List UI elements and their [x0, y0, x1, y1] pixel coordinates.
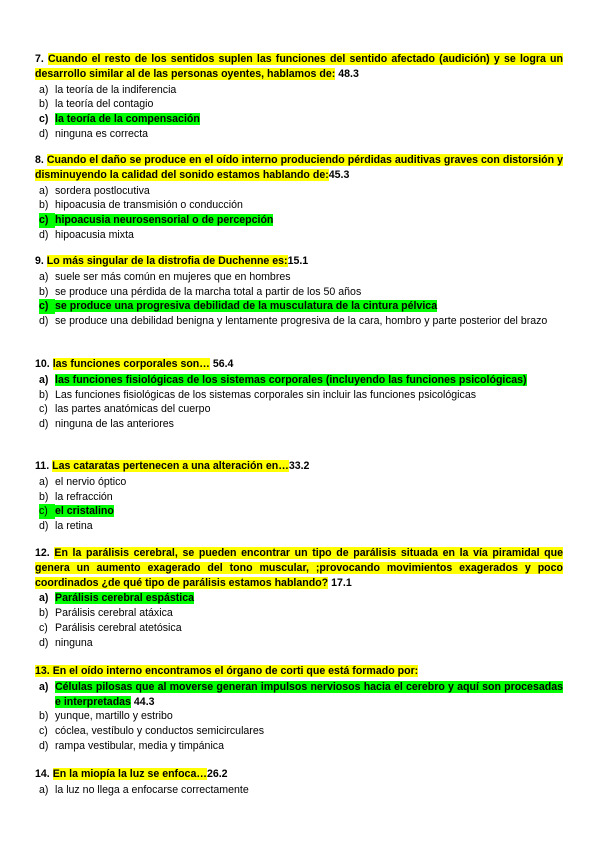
question-13 [35, 664, 563, 754]
option-letter: b) [39, 388, 49, 401]
option-b [35, 388, 563, 403]
question-stem: Cuando el daño se produce en el oído interno produciendo pérdidas auditivas graves con distorsión y disminuyendo la calidad del sonido estamos hablando de: [35, 154, 563, 181]
question-9 [35, 254, 563, 329]
option-letter: d) [39, 636, 49, 649]
option-letter: a) [39, 680, 49, 693]
option-letter: a) [39, 83, 49, 96]
option-list [35, 83, 563, 142]
option-c [35, 724, 563, 739]
question-stem: En la parálisis cerebral, se pueden encontrar un tipo de parálisis situada en la vía piramidal que genera un aumento exagerado del tono muscular, ;provocando movimientos exagerados y poco coordinados ¿de qué tipo de parálisis estamos hablando? [35, 547, 563, 589]
option-list [35, 184, 563, 243]
question-stem: Cuando el resto de los sentidos suplen las funciones del sentido afectado (audición) y se logra un desarrollo similar al de las personas oyentes, hablamos de: [35, 53, 563, 80]
option-list [35, 591, 563, 650]
option-letter: b) [39, 199, 49, 212]
option-text: Parálisis cerebral espástica [55, 592, 194, 605]
question-number: 12. [35, 547, 50, 559]
option-text: la teoría de la compensación [55, 113, 200, 126]
option-a [35, 83, 563, 98]
option-letter: b) [39, 285, 49, 298]
question-score: 26.2 [206, 768, 228, 780]
option-letter: a) [39, 475, 49, 488]
option-text: se produce una progresiva debilidad de la musculatura de la cintura pélvica [55, 300, 438, 313]
option-letter: c) [39, 113, 49, 126]
option-text: la refracción [55, 490, 113, 503]
option-text: ninguna es correcta [55, 127, 149, 140]
option-letter: b) [39, 607, 49, 620]
question-text [35, 664, 563, 679]
option-letter: d) [39, 228, 49, 241]
option-list [35, 270, 563, 329]
question-score: 15.1 [287, 255, 309, 267]
question-stem: Las cataratas pertenecen a una alteración en… [52, 460, 289, 472]
question-number: 13. [35, 665, 50, 677]
option-c-correct [35, 112, 563, 127]
option-letter: a) [39, 270, 49, 283]
option-c-correct [35, 299, 563, 314]
option-letter: d) [39, 739, 49, 752]
option-text: yunque, martillo y estribo [55, 710, 173, 723]
option-d [35, 314, 563, 329]
question-score: 33.2 [288, 460, 310, 472]
option-c-correct [35, 213, 563, 228]
option-text: suele ser más común en mujeres que en hombres [55, 270, 291, 283]
option-letter: c) [39, 403, 48, 416]
option-b [35, 709, 563, 724]
option-text: se produce una debilidad benigna y lentamente progresiva de la cara, hombro y parte posterior del brazo [55, 315, 548, 328]
option-text: sordera postlocutiva [55, 184, 150, 197]
option-text: las partes anatómicas del cuerpo [55, 403, 211, 416]
question-7 [35, 52, 563, 142]
option-text: la luz no llega a enfocarse correctamente [55, 783, 249, 796]
option-text: Parálisis cerebral atetósica [55, 621, 182, 634]
option-text: Las funciones fisiológicas de los sistemas corporales sin incluir las funciones psicológicas [55, 388, 477, 401]
option-a [35, 184, 563, 199]
option-letter: b) [39, 98, 49, 111]
option-letter: d) [39, 127, 49, 140]
option-a-correct [35, 373, 563, 388]
option-letter: c) [39, 299, 55, 314]
option-letter: d) [39, 418, 49, 431]
question-score: 45.3 [328, 168, 350, 181]
question-text [35, 767, 563, 782]
option-text: la teoría del contagio [55, 98, 154, 111]
question-number: 14. [35, 768, 50, 780]
question-text [35, 254, 563, 269]
option-b [35, 606, 563, 621]
option-letter: b) [39, 710, 49, 723]
option-text: el cristalino [55, 505, 114, 518]
question-12 [35, 546, 563, 651]
option-text: se produce una pérdida de la marcha total a partir de los 50 años [55, 285, 362, 298]
option-text: rampa vestibular, media y timpánica [55, 739, 224, 752]
option-text: la retina [55, 520, 93, 533]
question-number: 11. [35, 460, 50, 472]
option-letter: a) [39, 783, 49, 796]
question-text [35, 546, 563, 590]
option-list [35, 373, 563, 432]
option-letter: c) [39, 621, 48, 634]
option-a [35, 475, 563, 490]
option-d [35, 519, 563, 534]
option-list [35, 475, 563, 534]
option-d [35, 636, 563, 651]
option-a-correct [35, 591, 563, 606]
question-text [35, 52, 563, 82]
question-text [35, 153, 563, 183]
question-stem: Lo más singular de la distrofia de Duchenne es: [46, 255, 288, 267]
option-letter: b) [39, 490, 49, 503]
option-list [35, 783, 563, 798]
option-letter: d) [39, 315, 49, 328]
option-letter: c) [39, 504, 55, 519]
option-text: el nervio óptico [55, 475, 127, 488]
option-b [35, 490, 563, 505]
option-d [35, 739, 563, 754]
question-score: 56.4 [212, 358, 234, 370]
question-11 [35, 459, 563, 534]
option-d [35, 127, 563, 142]
option-text: Células pilosas que al moverse generan impulsos nerviosos hacia el cerebro y aquí son procesadas e interpretadas [55, 680, 563, 708]
option-b [35, 198, 563, 213]
option-text: hipoacusia mixta [55, 228, 134, 241]
option-text: ninguna [55, 636, 93, 649]
option-text: hipoacusia de transmisión o conducción [55, 199, 243, 212]
option-text: las funciones fisiológicas de los sistemas corporales (incluyendo las funciones psicológicas) [55, 373, 527, 386]
option-d [35, 228, 563, 243]
question-8 [35, 153, 563, 243]
option-b [35, 97, 563, 112]
option-score: 44.3 [133, 695, 155, 708]
question-10 [35, 357, 563, 432]
question-text [35, 357, 563, 372]
option-d [35, 417, 563, 432]
option-letter: d) [39, 520, 49, 533]
option-text: cóclea, vestíbulo y conductos semicirculares [55, 725, 265, 738]
option-a [35, 270, 563, 285]
option-text: Parálisis cerebral atáxica [55, 607, 173, 620]
option-c [35, 621, 563, 636]
option-b [35, 285, 563, 300]
option-letter: a) [39, 592, 49, 605]
option-c-correct [35, 504, 563, 519]
option-letter: c) [39, 725, 48, 738]
option-letter: a) [39, 184, 49, 197]
question-number: 7. [35, 53, 44, 65]
question-score: 48.3 [338, 67, 359, 80]
question-text [35, 459, 563, 474]
question-number: 9. [35, 255, 44, 267]
option-text: la teoría de la indiferencia [55, 83, 177, 96]
option-c [35, 402, 563, 417]
option-letter: a) [39, 373, 49, 386]
question-score: 17.1 [331, 576, 352, 589]
question-stem: las funciones corporales son… [52, 358, 210, 370]
question-14 [35, 767, 563, 798]
question-number: 8. [35, 154, 44, 166]
option-a-correct [35, 680, 563, 710]
question-stem: En el oído interno encontramos el órgano de corti que está formado por: [52, 665, 419, 677]
option-text: ninguna de las anteriores [55, 418, 174, 431]
option-a [35, 783, 563, 798]
option-text: hipoacusia neurosensorial o de percepción [55, 214, 274, 227]
option-list [35, 680, 563, 754]
question-number: 10. [35, 358, 50, 370]
question-stem: En la miopía la luz se enfoca… [52, 768, 207, 780]
option-letter: c) [39, 213, 55, 228]
